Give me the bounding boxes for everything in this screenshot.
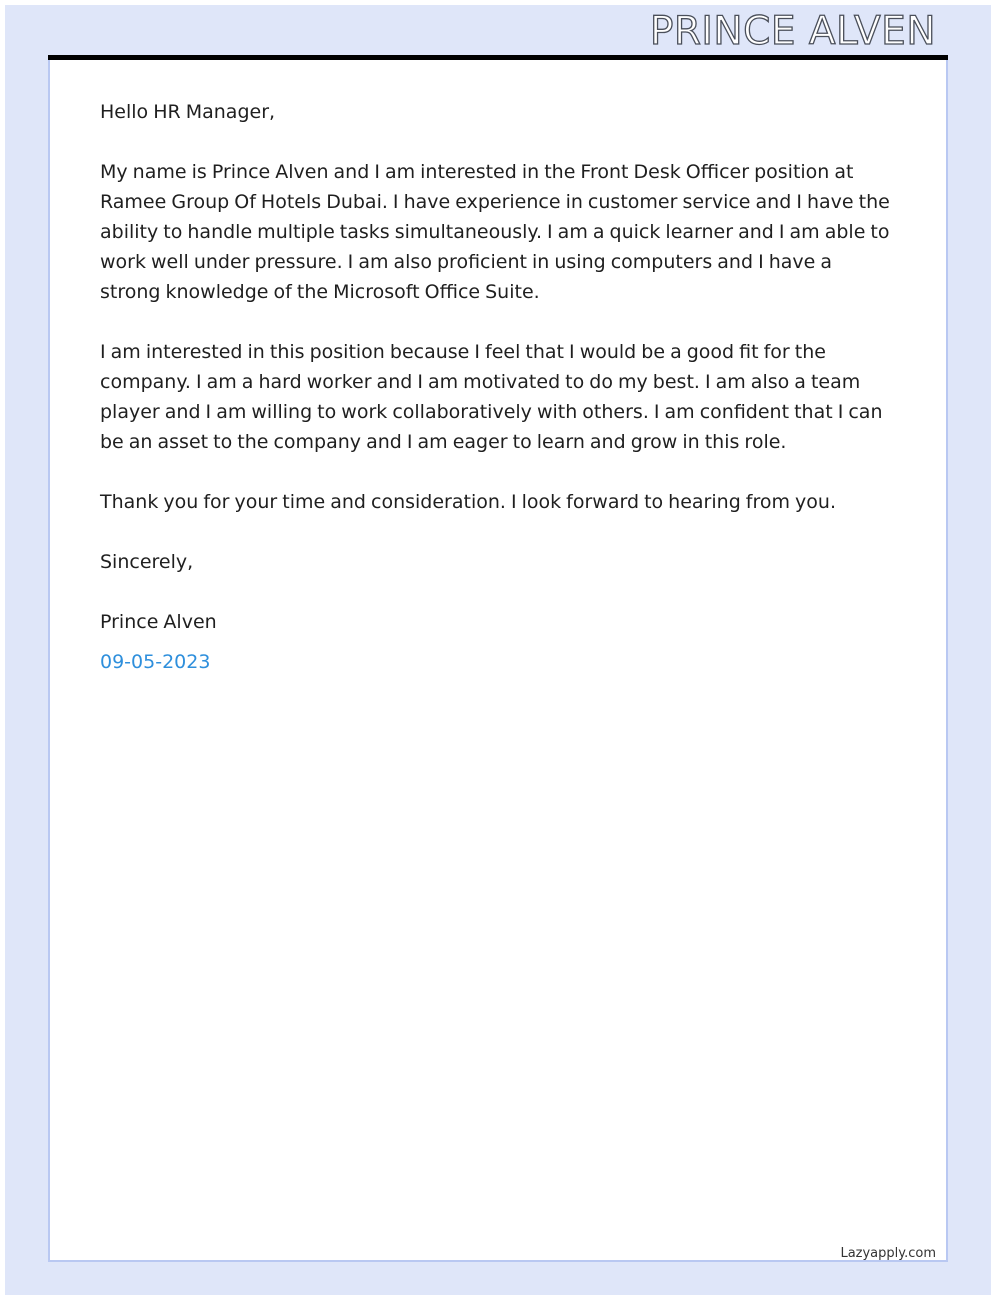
paragraph-motivation: I am interested in this position because I feel that I would be a good fit for the company. I am a hard worker and I am motivated to do my best. I am also a team player and I am willing to work collaboratively with others. I am confident that I can be an asset to the company and I am eager to learn and grow in this role. — [100, 341, 883, 453]
signature-name: Prince Alven — [100, 611, 217, 633]
paragraph-thanks: Thank you for your time and consideration. I look forward to hearing from you. — [100, 491, 836, 513]
letter-date: 09-05-2023 — [100, 651, 211, 673]
footer-brand: Lazyapply.com — [840, 1246, 936, 1261]
paragraph-intro: My name is Prince Alven and I am interested in the Front Desk Officer position at Ramee Group Of Hotels Dubai. I have experience in customer service and I have the ability to handle multiple tasks simultaneously. I am a quick learner and I am able to work well under pressure. I am also proficient in using computers and I have a strong knowledge of the Microsoft Office Suite. — [100, 161, 890, 303]
closing: Sincerely, — [100, 551, 194, 573]
header-name: PRINCE ALVEN — [649, 9, 936, 54]
letter-body — [100, 97, 892, 707]
greeting: Hello HR Manager, — [100, 101, 276, 123]
